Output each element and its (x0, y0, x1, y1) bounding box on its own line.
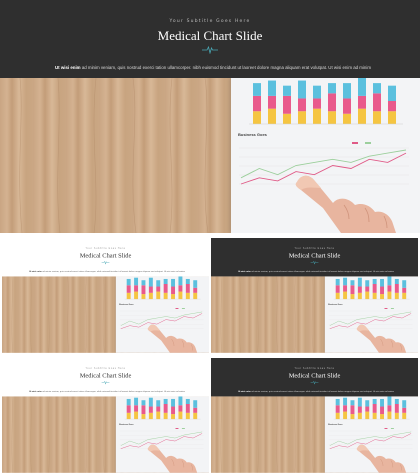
heartbeat-icon (311, 261, 319, 265)
slide-thumbnail-light-1[interactable] (2, 238, 209, 355)
slide-subtitle: Your Subtitle Goes Here (85, 367, 126, 370)
desk-photo (0, 78, 420, 233)
line-chart-title: Business Goes (119, 423, 134, 426)
slide-body-text (227, 390, 404, 392)
body-text-span: ad minim veniam, quis nostrud exerci tation ullamcorper. nibh euismod tincidunt ut laoreet dolore magna aliquam erat volutpat. Ut wisi enim ad minim (80, 65, 372, 70)
pointing-hand (116, 396, 209, 472)
heartbeat-icon (102, 261, 110, 265)
slide-preview-large[interactable] (0, 0, 420, 233)
pointing-hand (325, 396, 418, 472)
desk-photo (211, 396, 418, 472)
slide-body-text (33, 65, 393, 70)
pointing-hand (116, 276, 209, 352)
slide-body-text (18, 270, 195, 272)
body-bold-text: Ut wisi enim (238, 390, 251, 393)
slide-title: Medical Chart Slide (157, 28, 263, 43)
slide-subtitle: Your Subtitle Goes Here (294, 247, 335, 250)
slide-header (2, 238, 209, 276)
body-bold-text: Ut wisi enim (29, 390, 42, 393)
body-text-span: ad minim veniam, quis nostrud exerci tation ullamcorper. nibh euismod tincidunt ut laoreet dolore magna aliquam erat volutpat. Ut wisi enim ad minim (41, 270, 185, 273)
body-bold-text: Ut wisi enim (238, 270, 251, 273)
pointing-hand (231, 78, 420, 233)
slide-inner (2, 238, 209, 353)
chart-paper (116, 396, 209, 472)
slide-title: Medical Chart Slide (288, 251, 341, 260)
line-chart-title: Business Goes (328, 423, 343, 426)
desk-photo (2, 276, 209, 352)
slide-inner (211, 358, 418, 473)
slide-thumbnail-dark-2[interactable] (211, 358, 418, 475)
chart-paper (325, 396, 418, 472)
body-text-span: ad minim veniam, quis nostrud exerci tation ullamcorper. nibh euismod tincidunt ut laoreet dolore magna aliquam erat volutpat. Ut wisi enim ad minim (250, 390, 394, 393)
chart-paper (231, 78, 420, 233)
chart-paper (325, 276, 418, 352)
slide-header (2, 358, 209, 396)
slide-title: Medical Chart Slide (79, 251, 132, 260)
slide-header (211, 238, 418, 276)
body-bold-text: Ut wisi enim (29, 270, 42, 273)
slide-thumbnail-light-2[interactable] (2, 358, 209, 475)
desk-photo (211, 276, 418, 352)
line-chart-title: Business Goes (238, 132, 267, 137)
heartbeat-icon (311, 381, 319, 385)
line-chart-title: Business Goes (119, 303, 134, 306)
slide-body-text (227, 270, 404, 272)
slide-inner (2, 358, 209, 473)
slide-subtitle: Your Subtitle Goes Here (85, 247, 126, 250)
slide-inner (0, 0, 420, 233)
slide-header (211, 358, 418, 396)
slide-inner (211, 238, 418, 353)
body-text-span: ad minim veniam, quis nostrud exerci tation ullamcorper. nibh euismod tincidunt ut laoreet dolore magna aliquam erat volutpat. Ut wisi enim ad minim (250, 270, 394, 273)
slide-title: Medical Chart Slide (79, 371, 132, 380)
slide-subtitle: Your Subtitle Goes Here (294, 367, 335, 370)
heartbeat-icon (102, 381, 110, 385)
pointing-hand (325, 276, 418, 352)
chart-paper (116, 276, 209, 352)
slide-subtitle: Your Subtitle Goes Here (169, 19, 251, 24)
slide-title: Medical Chart Slide (288, 371, 341, 380)
body-bold-text: Ut wisi enim (54, 65, 81, 70)
slide-thumbnail-dark-1[interactable] (211, 238, 418, 355)
desk-photo (2, 396, 209, 472)
body-text-span: ad minim veniam, quis nostrud exerci tation ullamcorper. nibh euismod tincidunt ut laoreet dolore magna aliquam erat volutpat. Ut wisi enim ad minim (41, 390, 185, 393)
slide-header (0, 0, 420, 78)
line-chart-title: Business Goes (328, 303, 343, 306)
slide-body-text (18, 390, 195, 392)
heartbeat-icon (202, 46, 218, 54)
